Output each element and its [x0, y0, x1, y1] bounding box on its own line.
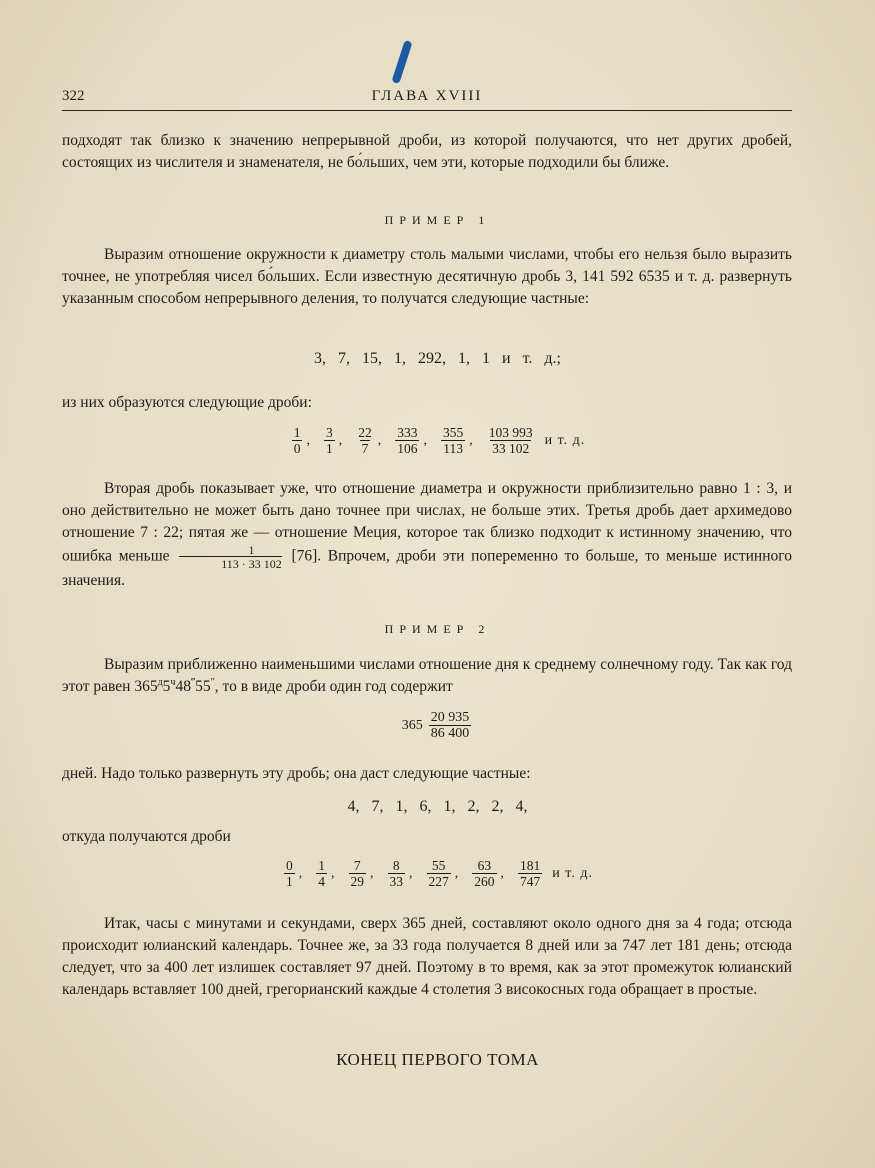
- fraction-numerator: 355: [442, 425, 464, 440]
- fraction-denominator: 29: [350, 874, 365, 889]
- fraction-separator: ,: [500, 865, 505, 881]
- fraction-denominator: 0: [293, 441, 301, 456]
- fraction-numerator: 3: [325, 425, 333, 440]
- fraction-separator: ,: [454, 865, 459, 881]
- error-fraction-denominator: 113 · 33 102: [179, 556, 282, 570]
- fraction-numerator: 0: [286, 858, 293, 873]
- error-fraction-numerator: 1: [248, 543, 255, 557]
- paragraph-2-text-after: [76]. Впрочем, дроби эти попеременно то больше, то меньше истинного значения.: [62, 547, 792, 589]
- time-unit: д: [157, 676, 163, 688]
- fraction-numerator: 8: [392, 858, 400, 873]
- fraction-numerator: 1: [293, 425, 301, 440]
- example-2-fraction: [316, 858, 327, 889]
- intro-paragraph: подходят так близко к значению непрерывной дроби, из которой получаются, что нет других дробей, состоящих из числителя и знаменателя, не бо́льших, чем эти, которые подходили бы ближе.: [62, 132, 792, 171]
- error-fraction: [179, 544, 282, 570]
- mixed-numerator: 20 935: [430, 710, 470, 725]
- final-paragraph: Итак, часы с минутами и секундами, сверх 365 дней, составляют около одного дня за 4 года; отсюда происходит юлианский календарь. Точнее же, за 33 года получается 8 дней или за 747 лет 181 день; отсюда следует, что за 400 лет излишек составляет 97 дней. Поэтому в то время, как за этот промежуток юлианский календарь вставляет 100 дней, грегорианский каждые 4 столетия 3 високосных года обращает в простые.: [62, 915, 792, 998]
- example-2-fraction: [284, 858, 295, 889]
- ink-mark: [391, 40, 412, 84]
- example-1-fraction: [292, 425, 303, 456]
- example-1-paragraph-2: [62, 478, 792, 592]
- example-2-fraction: [349, 858, 367, 889]
- example-1-fraction: [441, 425, 465, 456]
- example-2-text-after: , то в виде дроби один год содержит: [214, 678, 453, 695]
- fraction-separator: ,: [423, 432, 427, 448]
- fraction-numerator: 103 993: [488, 425, 533, 440]
- fraction-separator: ,: [298, 865, 303, 881]
- example-2-paragraph: [62, 654, 792, 698]
- example-1-fraction: [487, 425, 535, 456]
- fraction-denominator: 33 102: [492, 441, 530, 456]
- example-1-fraction: [395, 425, 419, 456]
- example-1-quotients: 3, 7, 15, 1, 292, 1, 1 и т. д.;: [314, 350, 561, 367]
- fraction-denominator: 106: [397, 441, 418, 456]
- example-2-quotients: 4, 7, 1, 6, 1, 2, 2, 4,: [347, 798, 528, 815]
- example-2-fractions: [0, 858, 875, 889]
- fraction-denominator: 113: [443, 441, 463, 456]
- mixed-number: [0, 710, 875, 741]
- fraction-numerator: 333: [397, 425, 418, 440]
- time-value: 5: [162, 678, 171, 695]
- fraction-denominator: 33: [389, 874, 404, 889]
- page-header: [62, 86, 792, 111]
- end-title: КОНЕЦ ПЕРВОГО ТОМА: [336, 1050, 539, 1069]
- example-1-paragraph: Выразим отношение окружности к диаметру столь малыми числами, чтобы его нельзя было выразить точнее, не употребляя чисел бо́льших. Если известную десятичную дробь 3, 141 592 6535 и т. д. развернуть указанным способом непрерывного деления, то получатся следующие частные:: [62, 246, 792, 307]
- fraction-separator: ,: [370, 865, 374, 881]
- running-head: ГЛАВА XVIII: [371, 88, 483, 104]
- fraction-numerator: 1: [318, 858, 326, 873]
- example-1-fractions-tail: и т. д.: [544, 432, 586, 448]
- example-1-fractions: [0, 425, 875, 456]
- example-2-fractions-tail: и т. д.: [552, 865, 593, 881]
- example-2-fraction: [472, 858, 496, 889]
- page-number: 322: [62, 88, 85, 104]
- fraction-separator: ,: [331, 865, 335, 881]
- fraction-separator: ,: [469, 432, 473, 448]
- fraction-numerator: 55: [431, 858, 446, 873]
- time-unit: ″: [210, 676, 215, 688]
- fraction-separator: ,: [306, 432, 310, 448]
- year-duration: [158, 678, 215, 695]
- fraction-denominator: 4: [318, 874, 326, 889]
- fraction-numerator: 63: [477, 858, 492, 873]
- fraction-denominator: 7: [361, 441, 369, 456]
- fraction-numerator: 22: [358, 425, 372, 440]
- fraction-denominator: 1: [325, 441, 333, 456]
- example-1-fraction: [324, 425, 335, 456]
- example-1-lead: из них образуются следующие дроби:: [62, 394, 312, 411]
- example-2-fraction: [427, 858, 451, 889]
- example-1-heading: ПРИМЕР 1: [384, 213, 491, 227]
- fraction-denominator: 747: [520, 874, 541, 889]
- fraction-separator: ,: [409, 865, 413, 881]
- fraction-separator: ,: [338, 432, 343, 448]
- time-unit: ‴: [190, 676, 196, 688]
- example-2-fraction: [388, 858, 406, 889]
- time-value: 48: [175, 678, 191, 695]
- fraction-numerator: 7: [353, 858, 361, 873]
- example-2-lead-2: откуда получаются дроби: [62, 828, 231, 845]
- example-2-heading: ПРИМЕР 2: [384, 622, 491, 636]
- fraction-denominator: 227: [428, 874, 449, 889]
- mixed-denominator: 86 400: [430, 726, 470, 741]
- fraction-denominator: 260: [474, 874, 495, 889]
- time-value: 55: [195, 678, 211, 695]
- example-1-fraction: [356, 425, 374, 456]
- fraction-separator: ,: [377, 432, 382, 448]
- time-unit: ч: [170, 676, 176, 688]
- example-2-text-before: Выразим приближенно наименьшими числами отношение дня к среднему солнечному году. Так как год этот равен 365: [62, 656, 792, 695]
- paragraph-2-text-before: Вторая дробь показывает уже, что отношение диаметра и окружности приблизительно равно 1 : 3, и оно действительно не может быть дано точнее при числах, не больше этих. Третья дробь дает архимедово отношение 7 : 22; пятая же — отношение Меция, которое так близко подходит к истинному значению, что ошибка меньше: [62, 480, 792, 565]
- fraction-numerator: 181: [520, 858, 541, 873]
- fraction-denominator: 1: [286, 874, 293, 889]
- example-2-lead: дней. Надо только развернуть эту дробь; она даст следующие частные:: [62, 765, 531, 782]
- example-2-fraction: [518, 858, 542, 889]
- mixed-whole: 365: [401, 717, 423, 733]
- mixed-fraction: [429, 710, 472, 741]
